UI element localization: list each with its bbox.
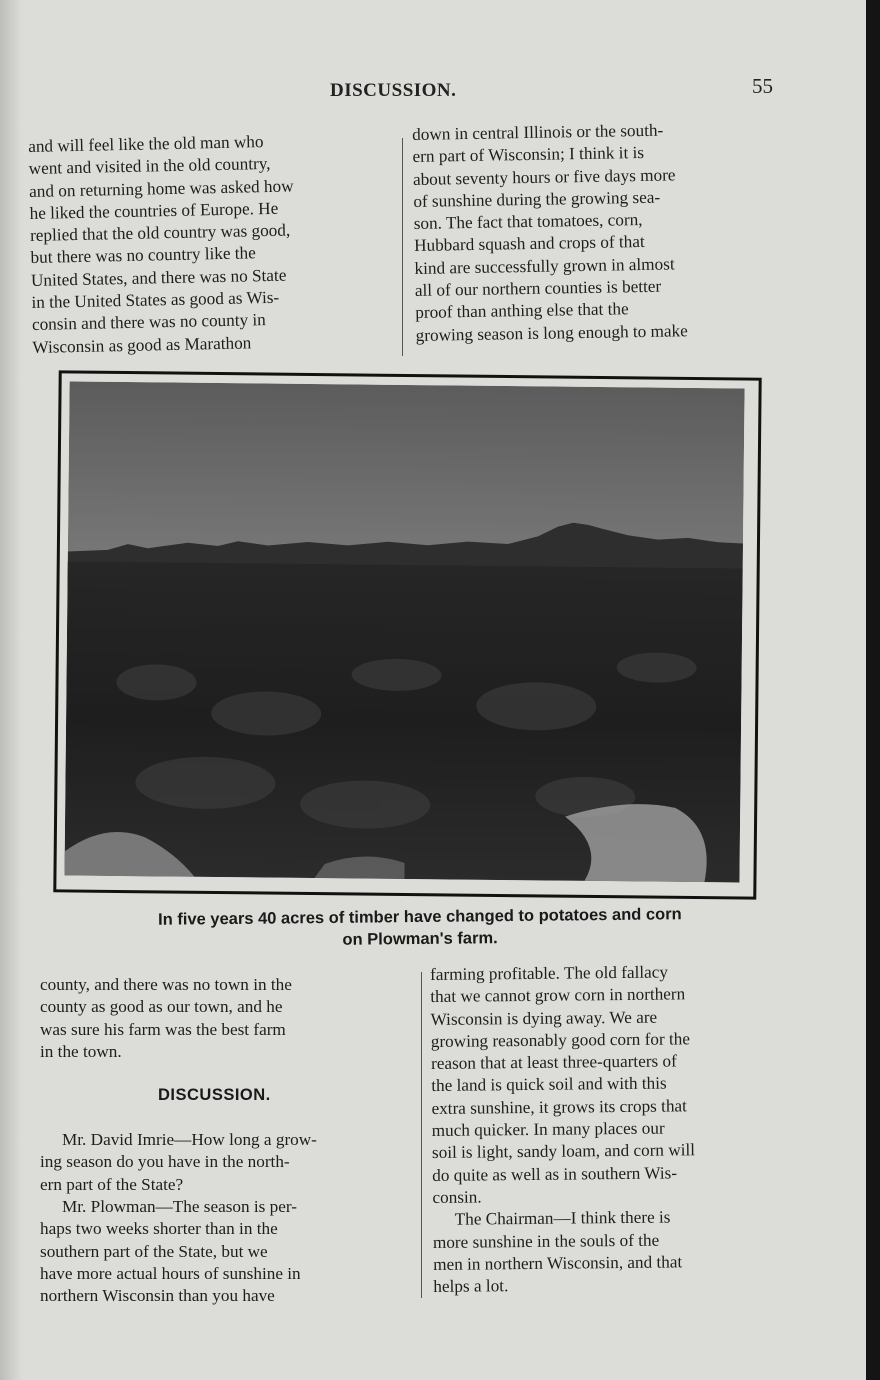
text-line: Wisconsin as good as Marathon	[32, 333, 252, 357]
farm-photo-image	[64, 381, 744, 882]
text-line: went and visited in the old country,	[28, 154, 271, 179]
text-line: extra sunshine, it grows its crops that	[431, 1096, 687, 1118]
text-line: ing season do you have in the north-	[40, 1152, 290, 1172]
text-line: ern part of Wisconsin; I think it is	[412, 143, 645, 167]
text-line: was sure his farm was the best farm	[40, 1019, 286, 1039]
running-header: DISCUSSION.	[330, 80, 457, 101]
text-line: in the town.	[40, 1041, 122, 1061]
text-line: much quicker. In many places our	[431, 1118, 665, 1141]
text-line: northern Wisconsin than you have	[40, 1286, 275, 1306]
text-line: more sunshine in the souls of the	[432, 1230, 660, 1252]
text-line: all of our northern counties is better	[414, 276, 662, 301]
figure-caption	[90, 903, 750, 954]
text-line: but there was no country like the	[30, 243, 257, 268]
text-line: of sunshine during the growing sea-	[413, 187, 661, 211]
caption-line: In five years 40 acres of timber have changed to potatoes and corn	[158, 905, 682, 929]
text-line: replied that the old country was good,	[29, 220, 291, 246]
text-line: The Chairman—I think there is	[454, 1207, 671, 1230]
text-line: he liked the countries of Europe. He	[29, 198, 279, 223]
page-number: 55	[752, 74, 773, 98]
text-line: helps a lot.	[433, 1276, 509, 1297]
bottom-right-column	[430, 960, 805, 1298]
top-left-column	[28, 128, 395, 359]
text-line: son. The fact that tomatoes, corn,	[413, 210, 643, 234]
caption-line: on Plowman's farm.	[342, 929, 498, 949]
text-line: soil is light, sandy loam, and corn will	[431, 1140, 696, 1163]
text-line: growing season is long enough to make	[415, 320, 688, 345]
text-line: do quite as well as in southern Wis-	[432, 1163, 678, 1185]
text-line: reason that at least three-quarters of	[430, 1051, 677, 1074]
text-line: growing reasonably good corn for the	[430, 1029, 691, 1051]
text-line: the land is quick soil and with this	[431, 1074, 667, 1096]
text-line: and will feel like the old man who	[28, 132, 264, 156]
text-line: consin and there was no county in	[31, 310, 266, 335]
text-line: Hubbard squash and crops of that	[413, 232, 645, 256]
text-line: proof than anthing else that the	[415, 299, 629, 323]
text-line: men in northern Wisconsin, and that	[433, 1252, 683, 1274]
text-line: kind are successfully grown in almost	[414, 254, 675, 278]
page-edge-shadow	[866, 0, 880, 1380]
text-line: down in central Illinois or the south-	[412, 120, 664, 144]
section-subheading: DISCUSSION.	[158, 1086, 271, 1104]
text-line: Mr. Plowman—The season is per-	[62, 1197, 297, 1217]
page-spine-shadow	[0, 0, 22, 1380]
text-line: consin.	[432, 1187, 482, 1207]
text-line: Mr. David Imrie—How long a grow-	[62, 1130, 317, 1150]
text-line: United States, and there was no State	[30, 265, 287, 290]
text-line: county as good as our town, and he	[40, 997, 283, 1017]
text-line: farming profitable. The old fallacy	[430, 962, 669, 984]
column-divider-bottom	[421, 972, 422, 1298]
text-line: about seventy hours or five days more	[412, 165, 676, 189]
text-line: and on returning home was asked how	[28, 176, 294, 201]
text-line: ern part of the State?	[40, 1174, 184, 1194]
text-line: county, and there was no town in the	[40, 975, 292, 994]
text-line: southern part of the State, but we	[40, 1241, 268, 1261]
text-line: have more actual hours of sunshine in	[40, 1263, 301, 1283]
column-divider-top	[402, 138, 403, 356]
text-line: haps two weeks shorter than in the	[40, 1219, 278, 1239]
text-line: that we cannot grow corn in northern	[430, 984, 686, 1007]
text-line: in the United States as good as Wis-	[31, 287, 280, 313]
text-line: Wisconsin is dying away. We are	[430, 1007, 658, 1029]
top-right-column	[412, 118, 786, 347]
farm-photograph	[53, 370, 761, 899]
bottom-left-column	[40, 974, 406, 1308]
